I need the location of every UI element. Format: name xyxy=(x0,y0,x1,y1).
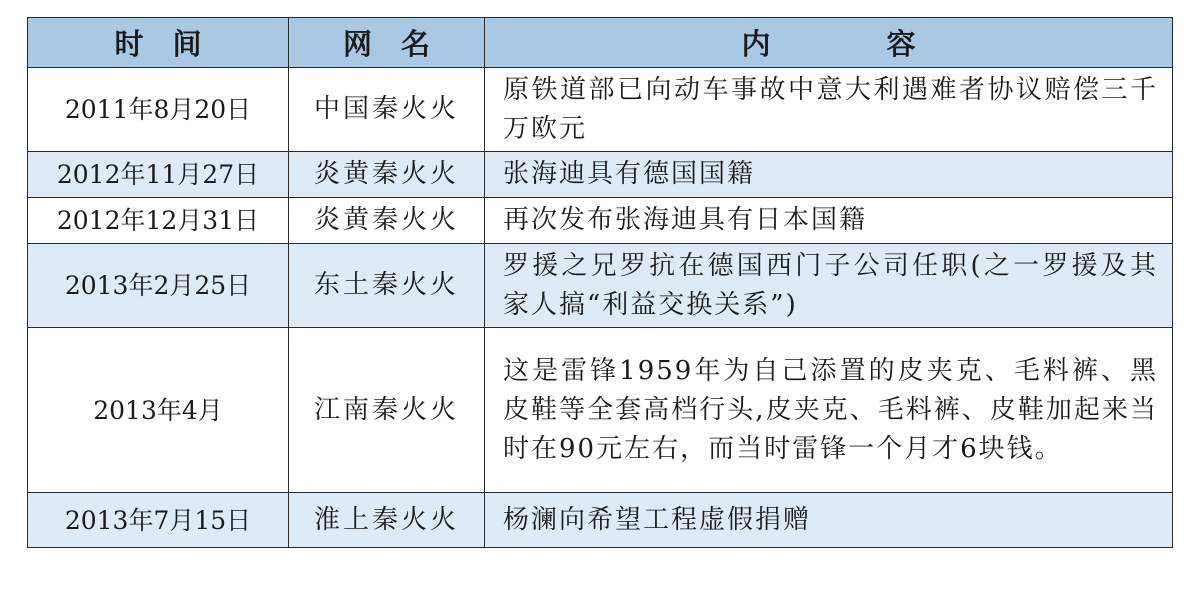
table-row xyxy=(28,244,1173,328)
row-date: 2012年12月31日 xyxy=(28,198,289,244)
row-content: 原铁道部已向动车事故中意大利遇难者协议赔偿三千万欧元 xyxy=(485,68,1173,152)
row-content: 张海迪具有德国国籍 xyxy=(485,152,1173,198)
table-row xyxy=(28,328,1173,493)
row-date: 2011年8月20日 xyxy=(28,68,289,152)
row-netname: 炎黄秦火火 xyxy=(289,198,485,244)
table-row xyxy=(28,198,1173,244)
row-netname: 炎黄秦火火 xyxy=(289,152,485,198)
row-date: 2013年4月 xyxy=(28,328,289,493)
header-netname: 网 名 xyxy=(289,18,485,68)
row-content: 这是雷锋1959年为自己添置的皮夹克、毛料裤、黑皮鞋等全套高档行头,皮夹克、毛料裤、皮鞋加起来当时在90元左右，而当时雷锋一个月才6块钱。 xyxy=(485,328,1173,493)
table-row xyxy=(28,152,1173,198)
table-row xyxy=(28,68,1173,152)
row-content: 杨澜向希望工程虚假捐赠 xyxy=(485,493,1173,548)
header-row xyxy=(28,18,1173,68)
header-time: 时 间 xyxy=(28,18,289,68)
row-netname: 东土秦火火 xyxy=(289,244,485,328)
row-netname: 中国秦火火 xyxy=(289,68,485,152)
data-table xyxy=(27,17,1173,548)
row-date: 2013年2月25日 xyxy=(28,244,289,328)
table-row xyxy=(28,493,1173,548)
row-date: 2012年11月27日 xyxy=(28,152,289,198)
row-netname: 淮上秦火火 xyxy=(289,493,485,548)
row-netname: 江南秦火火 xyxy=(289,328,485,493)
row-date: 2013年7月15日 xyxy=(28,493,289,548)
row-content: 再次发布张海迪具有日本国籍 xyxy=(485,198,1173,244)
header-content: 内 容 xyxy=(485,18,1173,68)
row-content: 罗援之兄罗抗在德国西门子公司任职(之一罗援及其家人搞“利益交换关系”) xyxy=(485,244,1173,328)
